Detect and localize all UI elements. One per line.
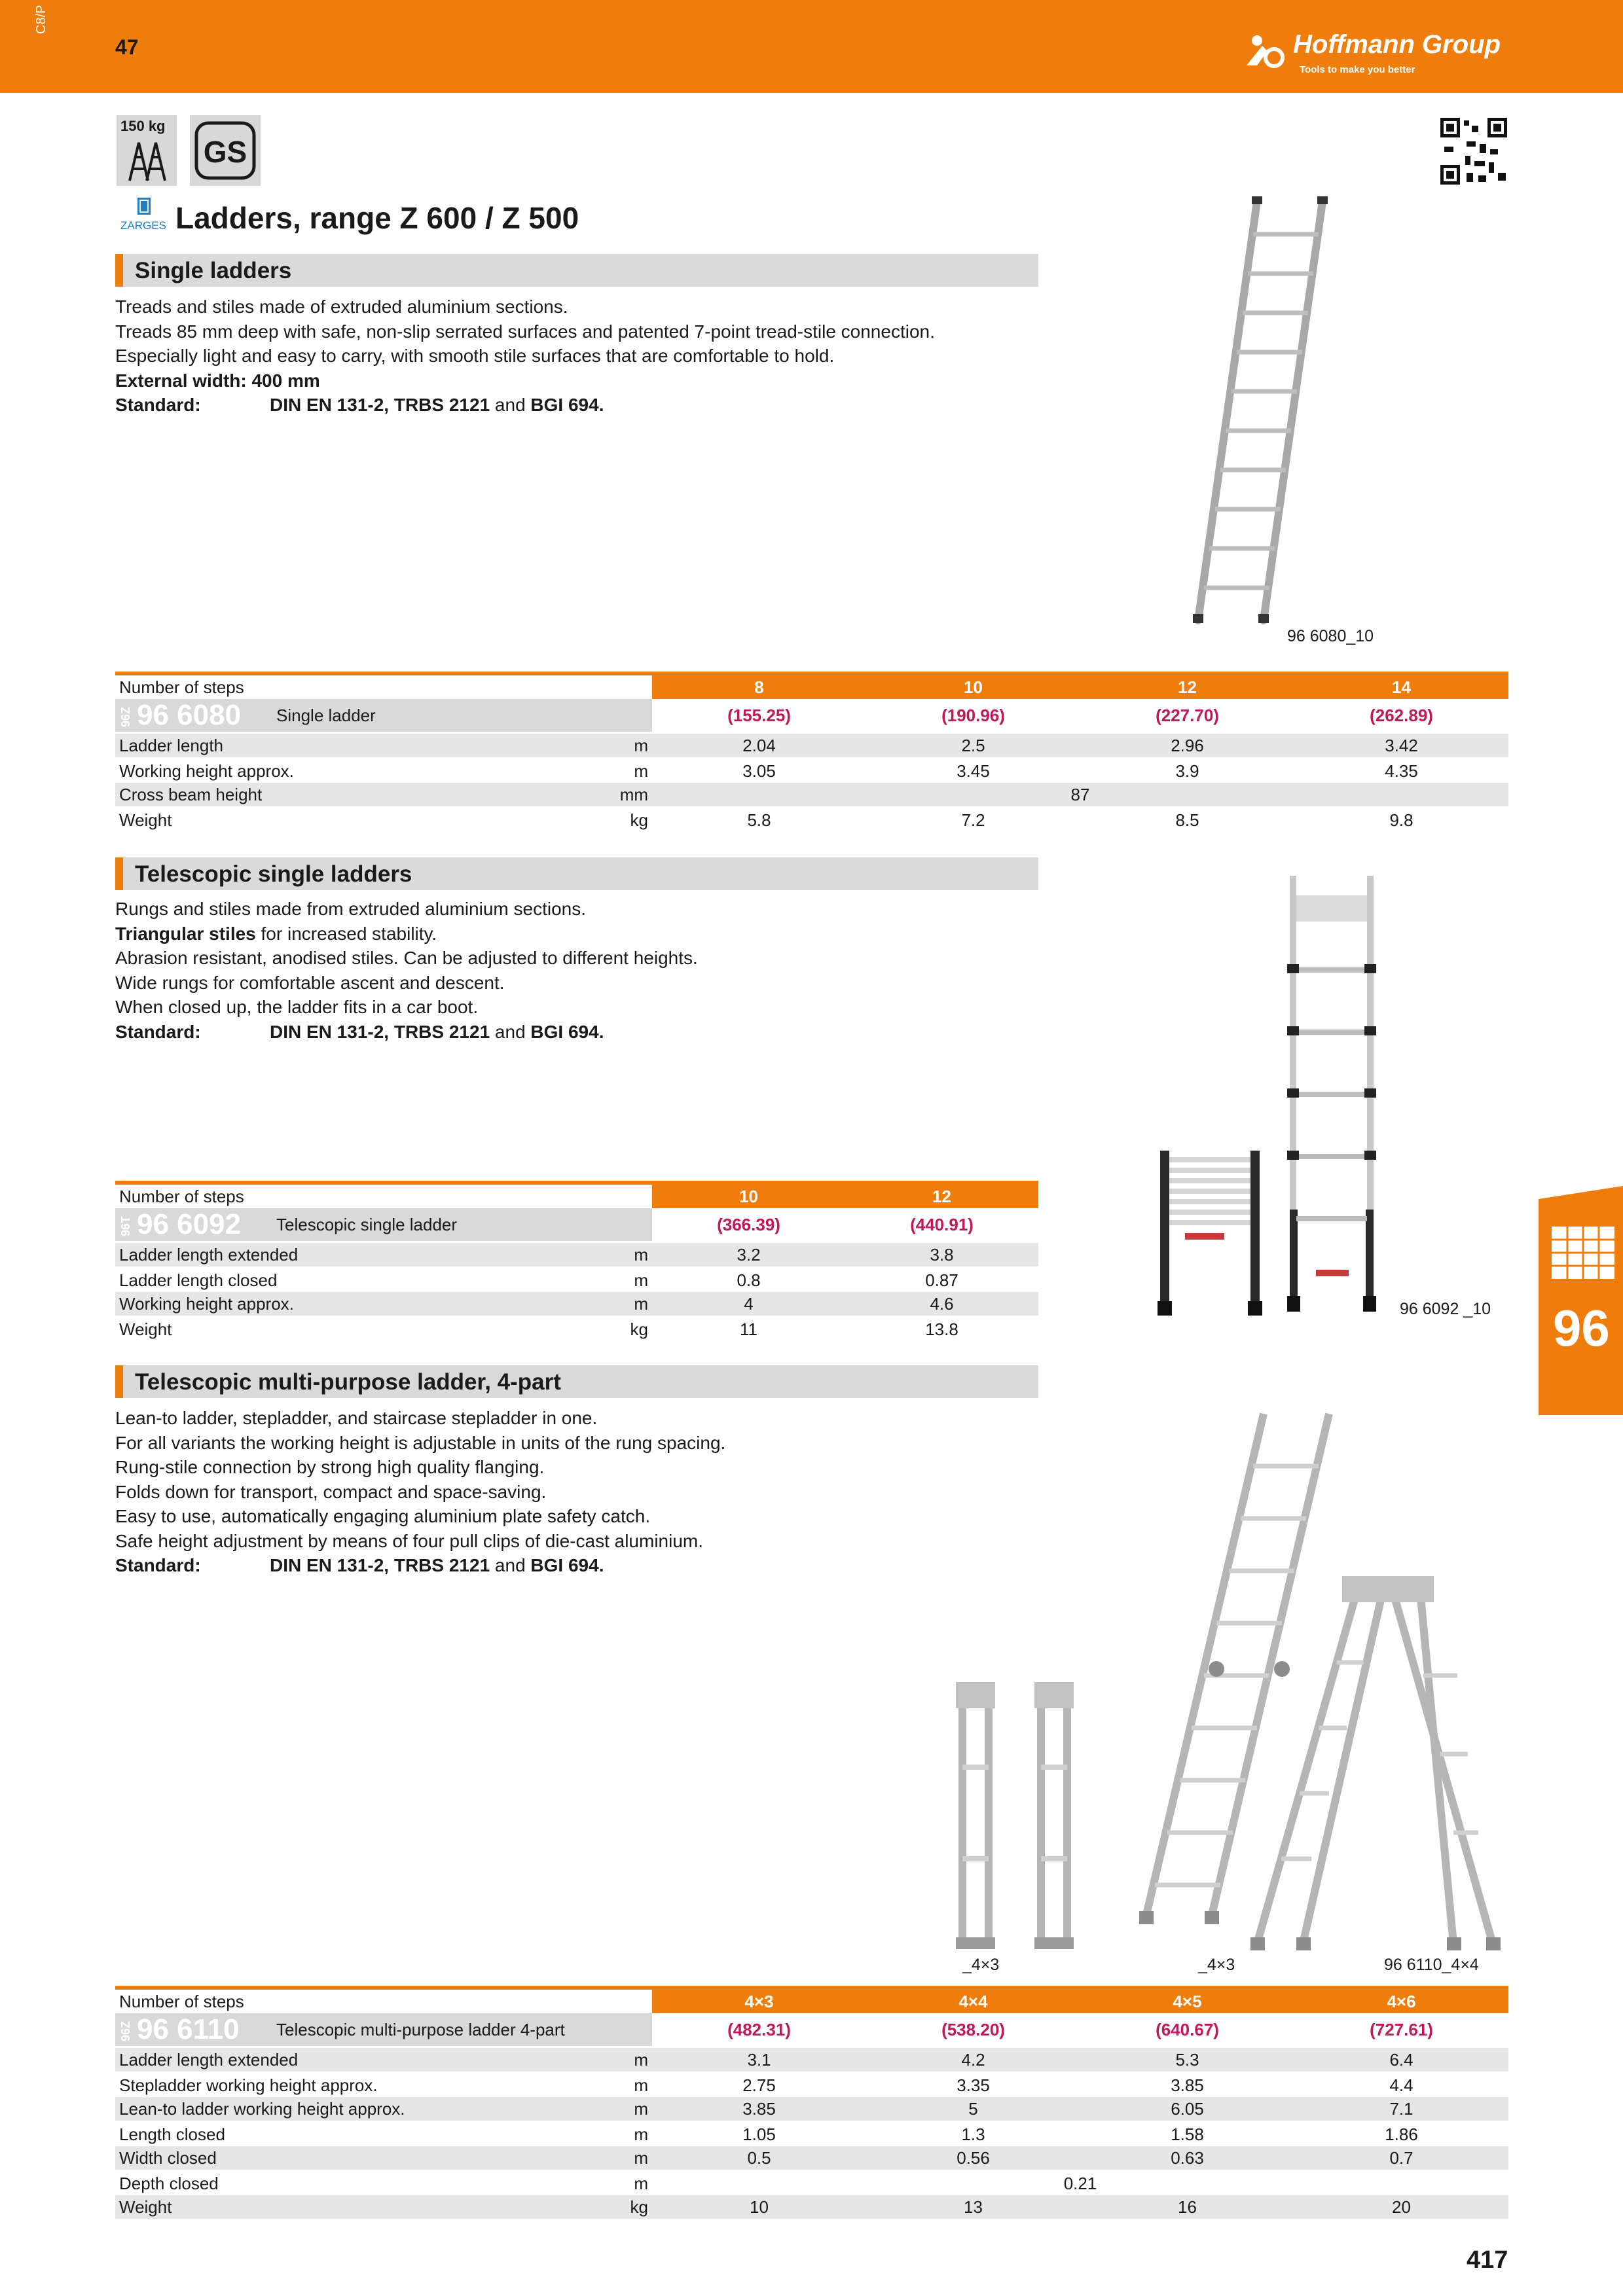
single-ladder-table: [115, 672, 1508, 832]
row-unit: m: [613, 2171, 652, 2196]
article-number[interactable]: 96Z 96 6080: [115, 699, 272, 733]
section-accent-bar: [115, 254, 123, 287]
table-row: [115, 2073, 1508, 2098]
qr-code[interactable]: [1438, 115, 1510, 187]
svg-text:GS: GS: [203, 135, 247, 169]
row-unit: m: [613, 2146, 652, 2171]
table-row: [115, 808, 1508, 833]
cell: 9.8: [1294, 808, 1508, 833]
multi-purpose-ladder-images: [936, 1401, 1512, 1964]
desc-bold: Triangular stiles: [115, 923, 256, 944]
cell: 0.63: [1080, 2146, 1294, 2171]
row-unit: kg: [613, 1317, 652, 1342]
chapter-side-tab[interactable]: [1539, 1186, 1623, 1415]
row-unit: m: [613, 2097, 652, 2122]
cell: 0.5: [652, 2146, 866, 2171]
cell: 3.05: [652, 759, 866, 783]
image-caption: _4×3: [962, 1956, 1000, 1974]
table-row: [115, 1292, 1038, 1317]
cell: 16: [1080, 2195, 1294, 2220]
cell: 4: [652, 1292, 845, 1317]
cell: 3.42: [1294, 733, 1508, 759]
cell-merged: 87: [652, 783, 1508, 808]
telescopic-ladder-image: [1146, 869, 1395, 1327]
row-unit: m: [613, 733, 652, 759]
standard-value: DIN EN 131-2, TRBS 2121: [270, 1555, 490, 1575]
section-accent-bar: [115, 857, 123, 890]
cell: 1.3: [866, 2122, 1080, 2147]
cell: 7.2: [866, 808, 1080, 833]
ladder-load-icon: [117, 115, 177, 186]
table-row: [115, 2195, 1508, 2220]
brand-tagline: Tools to make you better: [1300, 64, 1415, 75]
price: (190.96): [866, 699, 1080, 733]
table-row: [115, 733, 1508, 759]
standard-label: Standard:: [115, 1555, 201, 1575]
price: (227.70): [1080, 699, 1294, 733]
row-label: Stepladder working height approx.: [115, 2073, 613, 2098]
cell: 11: [652, 1317, 845, 1342]
cell: 2.96: [1080, 733, 1294, 759]
row-label: Width closed: [115, 2146, 613, 2171]
standard-and: and: [490, 1555, 531, 1575]
steps-value: 4×6: [1294, 1988, 1508, 2013]
steps-label: Number of steps: [115, 673, 652, 699]
standard-line: [115, 1553, 725, 1578]
cell: 6.4: [1294, 2047, 1508, 2073]
side-code: C8/P: [34, 5, 48, 34]
cell: 20: [1294, 2195, 1508, 2220]
table-row: [115, 2047, 1508, 2073]
steps-value: 14: [1294, 673, 1508, 699]
article-number[interactable]: 96T 96 6092: [115, 1208, 272, 1242]
article-name: Single ladder: [272, 699, 652, 733]
desc-line: Especially light and easy to carry, with smooth stile surfaces that are comfortable to hold.: [115, 346, 835, 366]
cell: 5: [866, 2097, 1080, 2122]
steps-value: 4×5: [1080, 1988, 1294, 2013]
cell-merged: 0.21: [652, 2171, 1508, 2196]
steps-value: 12: [845, 1183, 1038, 1208]
external-width: External width: 400 mm: [115, 370, 320, 391]
cell: 5.3: [1080, 2047, 1294, 2073]
row-unit: mm: [613, 783, 652, 808]
desc-line: Lean-to ladder, stepladder, and staircase stepladder in one.: [115, 1408, 598, 1428]
row-label: Working height approx.: [115, 1292, 613, 1317]
cell: 4.2: [866, 2047, 1080, 2073]
article-name: Telescopic single ladder: [272, 1208, 652, 1242]
row-label: Cross beam height: [115, 783, 613, 808]
row-label: Ladder length extended: [115, 2047, 613, 2073]
page-title: Ladders, range Z 600 / Z 500: [175, 201, 579, 235]
desc-line: Safe height adjustment by means of four pull clips of die-cast aluminium.: [115, 1530, 704, 1551]
table-row: [115, 1268, 1038, 1293]
cell: 0.87: [845, 1268, 1038, 1293]
steps-value: 4×4: [866, 1988, 1080, 2013]
row-unit: m: [613, 2122, 652, 2147]
cell: 4.6: [845, 1292, 1038, 1317]
multi-description: [115, 1406, 725, 1578]
table-row: [115, 2171, 1508, 2196]
row-unit: m: [613, 2047, 652, 2073]
article-number[interactable]: 96Z 96 6110: [115, 2013, 272, 2047]
standard-value: DIN EN 131-2, TRBS 2121: [270, 395, 490, 415]
row-unit: m: [613, 759, 652, 783]
zarges-logo-icon: [115, 196, 172, 236]
desc-line: Abrasion resistant, anodised stiles. Can be adjusted to different heights.: [115, 948, 698, 968]
cell: 13.8: [845, 1317, 1038, 1342]
desc-rest: for increased stability.: [255, 923, 437, 944]
cell: 2.04: [652, 733, 866, 759]
table-row: [115, 1317, 1038, 1342]
row-label: Length closed: [115, 2122, 613, 2147]
qr-code-icon: [1438, 115, 1510, 187]
image-caption: 96 6110_4×4: [1384, 1956, 1479, 1974]
table-row: [115, 2146, 1508, 2171]
cell: 0.7: [1294, 2146, 1508, 2171]
image-caption: 96 6092 _10: [1400, 1300, 1491, 1318]
section-title: Telescopic multi-purpose ladder, 4-part: [135, 1369, 561, 1395]
standard-label: Standard:: [115, 395, 201, 415]
price: (440.91): [845, 1208, 1038, 1242]
row-unit: m: [613, 2073, 652, 2098]
row-label: Ladder length: [115, 733, 613, 759]
standard-line: [115, 1020, 698, 1045]
telescopic-ladder-table: [115, 1181, 1038, 1341]
cell: 3.45: [866, 759, 1080, 783]
row-unit: kg: [613, 2195, 652, 2220]
steps-label: Number of steps: [115, 1183, 652, 1208]
standard-value-2: BGI 694.: [530, 395, 604, 415]
section-header-multi: [115, 1365, 1038, 1398]
price: (155.25): [652, 699, 866, 733]
price: (640.67): [1080, 2013, 1294, 2047]
desc-line: Rungs and stiles made from extruded aluminium sections.: [115, 899, 587, 919]
svg-text:ZARGES: ZARGES: [120, 219, 166, 232]
desc-line: For all variants the working height is adjustable in units of the rung spacing.: [115, 1432, 726, 1453]
section-header-single: [115, 254, 1038, 287]
cell: 10: [652, 2195, 866, 2220]
desc-line: When closed up, the ladder fits in a car boot.: [115, 997, 479, 1017]
standard-and: and: [490, 1021, 531, 1042]
row-label: Weight: [115, 808, 613, 833]
single-ladder-image: [1185, 195, 1395, 640]
section-accent-bar: [115, 1365, 123, 1398]
desc-line: Easy to use, automatically engaging aluminium plate safety catch.: [115, 1506, 651, 1526]
cell: 4.4: [1294, 2073, 1508, 2098]
zarges-logo: [115, 196, 172, 236]
cell: 3.35: [866, 2073, 1080, 2098]
cell: 3.2: [652, 1242, 845, 1268]
page-number: 417: [1467, 2246, 1508, 2274]
cell: 2.5: [866, 733, 1080, 759]
steps-value: 10: [652, 1183, 845, 1208]
row-label: Working height approx.: [115, 759, 613, 783]
desc-line: Wide rungs for comfortable ascent and descent.: [115, 972, 505, 993]
table-row: [115, 2097, 1508, 2122]
desc-line: [115, 922, 698, 946]
standard-value: DIN EN 131-2, TRBS 2121: [270, 1021, 490, 1042]
cell: 1.58: [1080, 2122, 1294, 2147]
brand-logo[interactable]: [1244, 26, 1506, 79]
row-label: Ladder length closed: [115, 1268, 613, 1293]
article-name: Telescopic multi-purpose ladder 4-part: [272, 2013, 652, 2047]
cell: 3.1: [652, 2047, 866, 2073]
cell: 0.56: [866, 2146, 1080, 2171]
section-title: Telescopic single ladders: [135, 861, 412, 887]
row-label: Ladder length extended: [115, 1242, 613, 1268]
gs-mark-badge: [190, 115, 261, 186]
row-unit: m: [613, 1268, 652, 1293]
table-row: [115, 783, 1508, 808]
table-row: [115, 1242, 1038, 1268]
desc-line: Treads and stiles made of extruded aluminium sections.: [115, 296, 568, 317]
desc-line: Rung-stile connection by strong high quality flanging.: [115, 1457, 545, 1477]
multi-purpose-ladder-table: [115, 1986, 1508, 2221]
table-row: [115, 759, 1508, 783]
single-description: [115, 295, 935, 418]
desc-line: Folds down for transport, compact and space-saving.: [115, 1481, 547, 1502]
cell: 8.5: [1080, 808, 1294, 833]
standard-value-2: BGI 694.: [530, 1021, 604, 1042]
steps-value: 8: [652, 673, 866, 699]
load-capacity-badge: [117, 115, 177, 186]
cell: 4.35: [1294, 759, 1508, 783]
cell: 2.75: [652, 2073, 866, 2098]
cell: 0.8: [652, 1268, 845, 1293]
price: (366.39): [652, 1208, 845, 1242]
price: (538.20): [866, 2013, 1080, 2047]
steps-value: 12: [1080, 673, 1294, 699]
cell: 6.05: [1080, 2097, 1294, 2122]
steps-value: 10: [866, 673, 1080, 699]
row-label: Weight: [115, 1317, 613, 1342]
cell: 1.05: [652, 2122, 866, 2147]
steps-value: 4×3: [652, 1988, 866, 2013]
price: (482.31): [652, 2013, 866, 2047]
table-row: [115, 2122, 1508, 2147]
standard-and: and: [490, 395, 531, 415]
price: (727.61): [1294, 2013, 1508, 2047]
row-unit: m: [613, 1242, 652, 1268]
load-capacity-text: 150 kg: [120, 118, 166, 134]
cell: 13: [866, 2195, 1080, 2220]
section-header-telescopic: [115, 857, 1038, 890]
image-caption: _4×3: [1198, 1956, 1235, 1974]
standard-value-2: BGI 694.: [530, 1555, 604, 1575]
brand-name: Hoffmann Group: [1293, 30, 1501, 59]
cell: 3.85: [1080, 2073, 1294, 2098]
row-label: Lean-to ladder working height approx.: [115, 2097, 613, 2122]
side-tab-number: 96: [1553, 1299, 1610, 1357]
cell: 3.8: [845, 1242, 1038, 1268]
telescopic-description: [115, 897, 698, 1044]
row-unit: m: [613, 1292, 652, 1317]
cell: 7.1: [1294, 2097, 1508, 2122]
cell: 3.85: [652, 2097, 866, 2122]
cell: 5.8: [652, 808, 866, 833]
standard-line: [115, 393, 935, 418]
row-unit: kg: [613, 808, 652, 833]
chapter-number: 47: [115, 35, 139, 59]
price: (262.89): [1294, 699, 1508, 733]
row-label: Weight: [115, 2195, 613, 2220]
image-caption: 96 6080_10: [1287, 627, 1374, 645]
row-label: Depth closed: [115, 2171, 613, 2196]
hoffmann-logo-icon: [1244, 31, 1290, 71]
gs-mark-icon: [190, 115, 261, 186]
cell: 3.9: [1080, 759, 1294, 783]
standard-label: Standard:: [115, 1021, 201, 1042]
desc-line: Treads 85 mm deep with safe, non-slip serrated surfaces and patented 7-point tread-stile connection.: [115, 321, 935, 342]
steps-label: Number of steps: [115, 1988, 652, 2013]
cell: 1.86: [1294, 2122, 1508, 2147]
section-title: Single ladders: [135, 258, 292, 283]
